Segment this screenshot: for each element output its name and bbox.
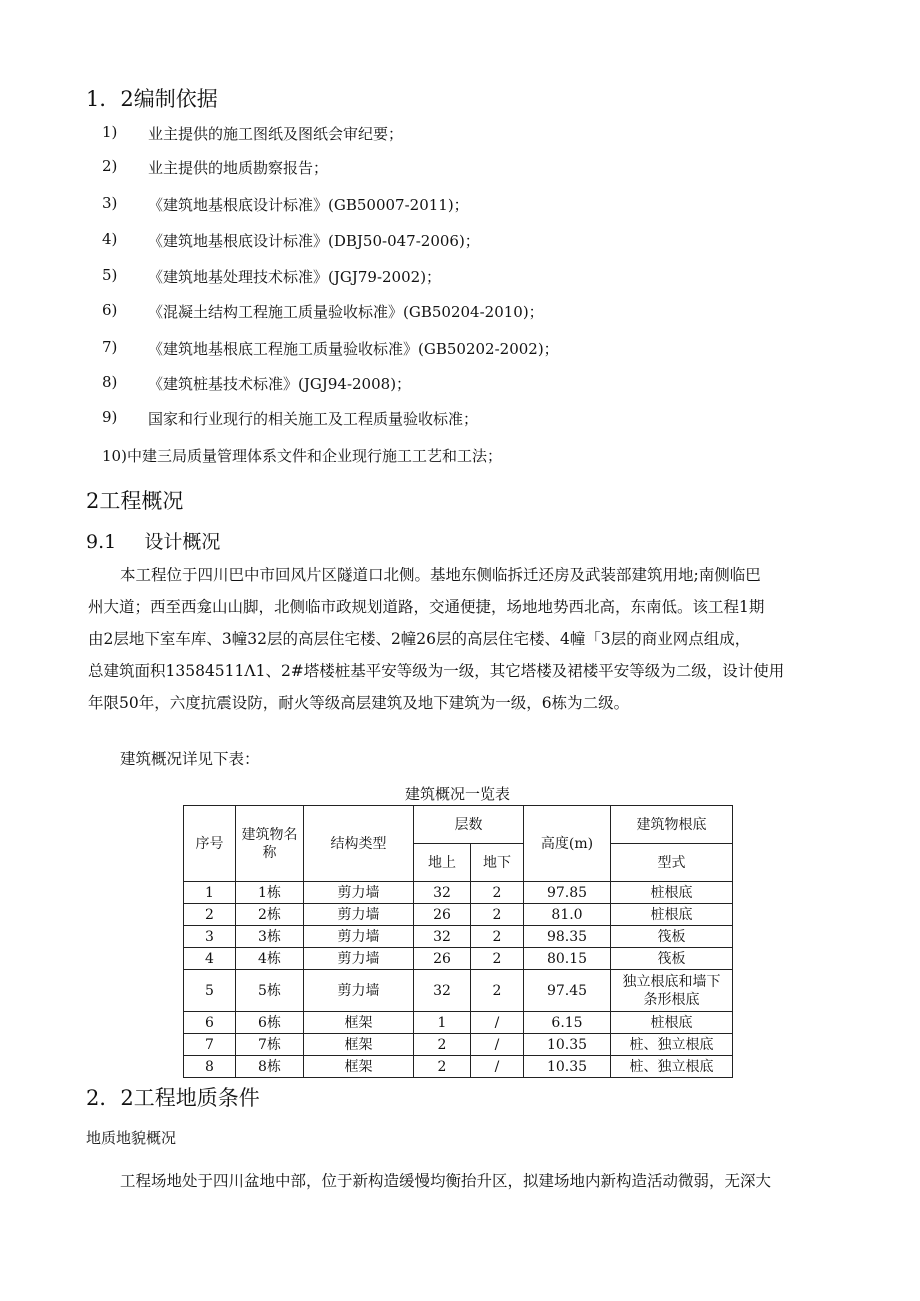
cell-below: / xyxy=(471,1012,524,1034)
overview-paragraph-line: 由2层地下室车库、3幢32层的高层住宅楼、2幢26层的高层住宅楼、4幢「3层的商业网点组成， xyxy=(88,630,751,648)
section-1-2-heading: 1．2编制依据 xyxy=(86,87,218,111)
list-item xyxy=(0,373,920,395)
geology-paragraph-line: 工程场地处于四川盆地中部，位于新构造缓慢均衡抬升区，拟建场地内新构造活动微弱，无深大 xyxy=(120,1172,772,1190)
header-foundation: 建筑物根底 xyxy=(611,806,733,844)
list-item-text: 《建筑桩基技术标准》(JGJ94-2008)； xyxy=(148,375,412,393)
header-name-line: 建筑物名 xyxy=(241,826,298,843)
list-item-number: 2) xyxy=(102,157,118,175)
cell-seq: 8 xyxy=(184,1056,236,1078)
cell-name: 2栋 xyxy=(236,904,304,926)
cell-structure: 剪力墙 xyxy=(304,948,414,970)
cell-structure: 剪力墙 xyxy=(304,926,414,948)
list-item xyxy=(0,266,920,288)
cell-seq: 6 xyxy=(184,1012,236,1034)
list-item-number: 5) xyxy=(102,266,118,284)
cell-above: 2 xyxy=(414,1056,471,1078)
cell-seq: 5 xyxy=(184,970,236,1012)
table-row xyxy=(184,926,733,948)
cell-height: 97.85 xyxy=(524,882,611,904)
list-item: 10)中建三局质量管理体系文件和企业现行施工工艺和工法； xyxy=(102,447,502,465)
cell-foundation-line: 独立根底和墙下 xyxy=(622,973,721,990)
cell-height: 97.45 xyxy=(524,970,611,1012)
cell-below: / xyxy=(471,1056,524,1078)
list-item-number: 4) xyxy=(102,230,118,248)
overview-paragraph-line: 总建筑面积13584511Λ1、2#塔楼桩基平安等级为一级，其它塔楼及裙楼平安等级为二级，设计使用 xyxy=(88,662,785,680)
table-row xyxy=(184,882,733,904)
cell-below: 2 xyxy=(471,926,524,948)
cell-above: 26 xyxy=(414,948,471,970)
cell-height: 81.0 xyxy=(524,904,611,926)
subsection-title: 设计概况 xyxy=(144,531,221,553)
cell-name: 6栋 xyxy=(236,1012,304,1034)
cell-name: 5栋 xyxy=(236,970,304,1012)
header-below-ground: 地下 xyxy=(471,844,524,882)
cell-seq: 3 xyxy=(184,926,236,948)
list-item xyxy=(0,301,920,323)
section-2-heading: 2工程概况 xyxy=(86,489,184,513)
table-row xyxy=(184,948,733,970)
list-item-text: 《建筑地基根底工程施工质量验收标准》(GB50202-2002)； xyxy=(148,340,559,358)
header-name-line: 称 xyxy=(262,844,277,861)
cell-name: 8栋 xyxy=(236,1056,304,1078)
list-item-text: 《建筑地基处理技术标准》(JGJ79-2002)； xyxy=(148,268,442,286)
cell-foundation: 桩、独立根底 xyxy=(611,1056,733,1078)
cell-seq: 4 xyxy=(184,948,236,970)
list-item-text: 业主提供的地质勘察报告； xyxy=(148,159,329,177)
cell-height: 98.35 xyxy=(524,926,611,948)
list-item-text: 《建筑地基根底设计标准》(GB50007-2011)； xyxy=(148,196,469,214)
cell-foundation: 桩根底 xyxy=(611,1012,733,1034)
table-intro: 建筑概况详见下表： xyxy=(120,750,260,768)
cell-name: 3栋 xyxy=(236,926,304,948)
cell-foundation: 桩根底 xyxy=(611,904,733,926)
cell-structure: 剪力墙 xyxy=(304,904,414,926)
cell-structure: 框架 xyxy=(304,1056,414,1078)
list-item xyxy=(0,230,920,252)
cell-name: 1栋 xyxy=(236,882,304,904)
list-item-number: 9) xyxy=(102,408,118,426)
cell-name: 7栋 xyxy=(236,1034,304,1056)
table-row xyxy=(184,904,733,926)
overview-paragraph-line: 州大道；西至西龛山山脚，北侧临市政规划道路，交通便捷，场地地势西北高，东南低。该工程1期 xyxy=(88,598,765,616)
building-overview-table xyxy=(183,805,733,1078)
overview-paragraph-line: 年限50年，六度抗震设防，耐火等级高层建筑及地下建筑为一级，6栋为二级。 xyxy=(88,694,630,712)
cell-above: 32 xyxy=(414,926,471,948)
list-item-text: 国家和行业现行的相关施工及工程质量验收标准； xyxy=(148,410,479,428)
cell-seq: 7 xyxy=(184,1034,236,1056)
header-above-ground: 地上 xyxy=(414,844,471,882)
table-row xyxy=(184,1034,733,1056)
header-building-name xyxy=(236,806,304,882)
cell-seq: 1 xyxy=(184,882,236,904)
cell-below: 2 xyxy=(471,948,524,970)
table-row xyxy=(184,1012,733,1034)
geology-subheading: 地质地貌概况 xyxy=(86,1129,177,1147)
list-item-number: 6) xyxy=(102,301,118,319)
cell-height: 10.35 xyxy=(524,1056,611,1078)
cell-structure: 框架 xyxy=(304,1012,414,1034)
cell-below: 2 xyxy=(471,904,524,926)
header-seq: 序号 xyxy=(184,806,236,882)
list-item xyxy=(0,338,920,360)
cell-below: 2 xyxy=(471,882,524,904)
cell-name: 4栋 xyxy=(236,948,304,970)
table-row xyxy=(184,1056,733,1078)
cell-above: 32 xyxy=(414,970,471,1012)
list-item-number: 3) xyxy=(102,194,118,212)
cell-above: 32 xyxy=(414,882,471,904)
list-item-text: 业主提供的施工图纸及图纸会审纪要； xyxy=(148,125,404,143)
cell-above: 26 xyxy=(414,904,471,926)
list-item-text: 《混凝土结构工程施工质量验收标准》(GB50204-2010)； xyxy=(148,303,544,321)
cell-height: 80.15 xyxy=(524,948,611,970)
list-item-number: 8) xyxy=(102,373,118,391)
list-item-number: 1) xyxy=(102,123,118,141)
cell-foundation xyxy=(611,970,733,1012)
cell-foundation: 桩根底 xyxy=(611,882,733,904)
list-item-text: 《建筑地基根底设计标准》(DBJ50-047-2006)； xyxy=(148,232,480,250)
cell-foundation: 筏板 xyxy=(611,948,733,970)
cell-height: 6.15 xyxy=(524,1012,611,1034)
subsection-9-1-heading xyxy=(86,527,220,554)
cell-height: 10.35 xyxy=(524,1034,611,1056)
cell-foundation: 筏板 xyxy=(611,926,733,948)
header-floors: 层数 xyxy=(414,806,524,844)
list-item xyxy=(0,157,920,179)
header-structure-type: 结构类型 xyxy=(304,806,414,882)
table-caption: 建筑概况一览表 xyxy=(404,785,510,803)
list-item xyxy=(0,408,920,430)
overview-paragraph-line: 本工程位于四川巴中市回风片区隧道口北侧。基地东侧临拆迁还房及武装部建筑用地;南侧临巴 xyxy=(120,566,761,584)
cell-foundation-line: 条形根底 xyxy=(643,991,700,1008)
table-row xyxy=(184,970,733,1012)
list-item xyxy=(0,123,920,145)
cell-below: / xyxy=(471,1034,524,1056)
cell-above: 1 xyxy=(414,1012,471,1034)
section-2-2-heading: 2．2工程地质条件 xyxy=(86,1086,260,1110)
cell-below: 2 xyxy=(471,970,524,1012)
list-item xyxy=(0,194,920,216)
cell-structure: 框架 xyxy=(304,1034,414,1056)
cell-structure: 剪力墙 xyxy=(304,970,414,1012)
subsection-number: 9.1 xyxy=(86,531,117,553)
cell-seq: 2 xyxy=(184,904,236,926)
header-height: 高度(m) xyxy=(524,806,611,882)
cell-above: 2 xyxy=(414,1034,471,1056)
table-header-row xyxy=(184,806,733,844)
header-foundation-type: 型式 xyxy=(611,844,733,882)
list-item-number: 7) xyxy=(102,338,118,356)
cell-foundation: 桩、独立根底 xyxy=(611,1034,733,1056)
cell-structure: 剪力墙 xyxy=(304,882,414,904)
